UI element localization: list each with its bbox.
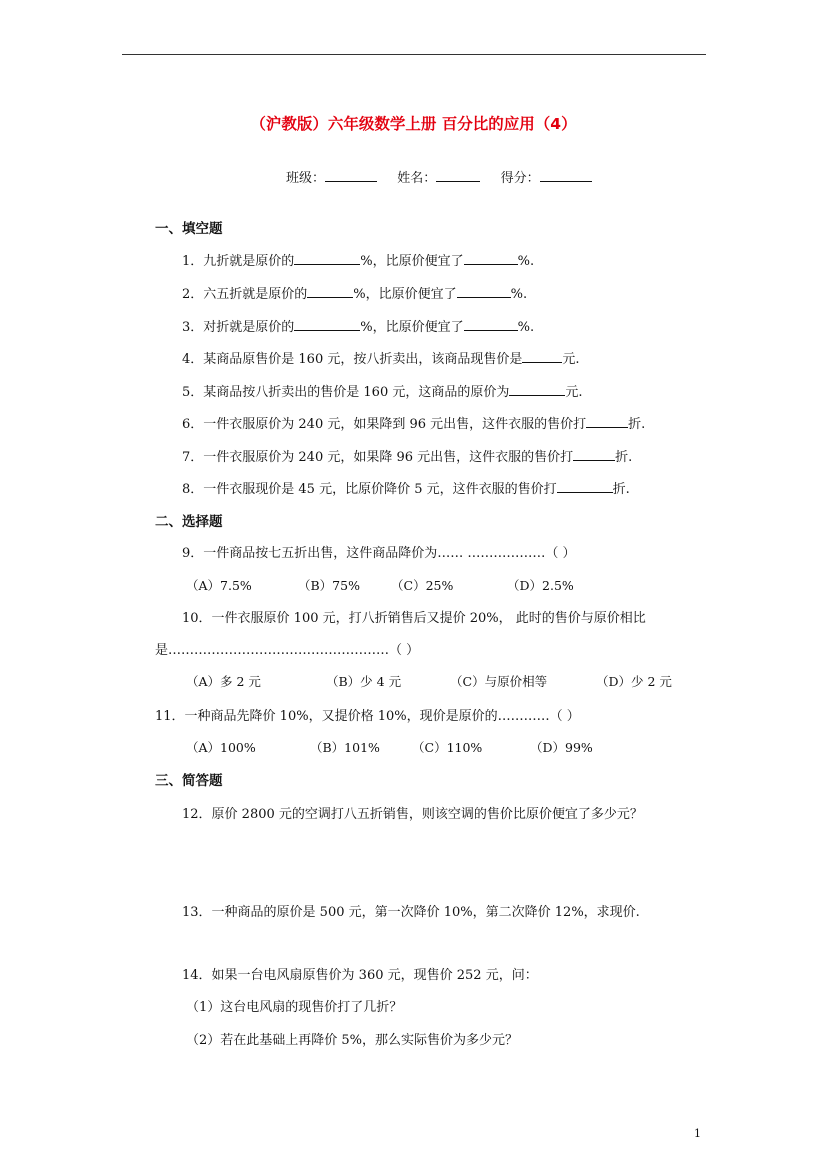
- question-14-part2: （2）若在此基础上再降价 5%，那么实际售价为多少元？: [186, 1033, 519, 1048]
- class-label: 班级：: [286, 171, 326, 186]
- question-1: 1．九折就是原价的 %，比原价便宜了 %.: [182, 250, 534, 269]
- question-5: 5．某商品按八折卖出的售价是 160 元，这商品的原价为 元.: [182, 381, 583, 400]
- q9-option-d[interactable]: （D）2.5%: [507, 578, 574, 593]
- q9-option-c[interactable]: （C）25%: [391, 578, 454, 593]
- question-13: 13．一种商品的原价是 500 元，第一次降价 10%，第二次降价 12%，求现价.: [182, 905, 640, 920]
- answer-blank[interactable]: [573, 447, 615, 461]
- section-choice-heading: 二、选择题: [155, 514, 223, 530]
- answer-blank[interactable]: [586, 414, 628, 428]
- answer-blank[interactable]: [522, 349, 562, 363]
- question-14-part1: （1）这台电风扇的现售价打了几折？: [186, 1000, 403, 1015]
- question-14: 14．如果一台电风扇原售价为 360 元，现售价 252 元，问：: [182, 968, 538, 983]
- question-6: 6．一件衣服原价为 240 元，如果降到 96 元出售，这件衣服的售价打 折.: [182, 413, 645, 432]
- q11-option-c[interactable]: （C）110%: [412, 740, 483, 755]
- name-label: 姓名：: [397, 171, 437, 186]
- q10-option-a[interactable]: （A）多 2 元: [186, 674, 261, 689]
- question-8: 8．一件衣服现价是 45 元，比原价降价 5 元，这件衣服的售价打 折.: [182, 478, 630, 497]
- student-info-row: [286, 167, 592, 186]
- page-title: （沪教版）六年级数学上册 百分比的应用（4）: [250, 115, 577, 133]
- header-rule: [122, 54, 706, 55]
- q11-option-a[interactable]: （A）100%: [186, 740, 256, 755]
- answer-blank[interactable]: [464, 251, 518, 265]
- answer-blank[interactable]: [294, 317, 360, 331]
- question-3: 3．对折就是原价的 %，比原价便宜了 %.: [182, 316, 534, 335]
- section-short-answer-heading: 三、简答题: [155, 773, 223, 789]
- answer-blank[interactable]: [457, 284, 511, 298]
- answer-blank[interactable]: [557, 479, 613, 493]
- q10-option-c[interactable]: （C）与原价相等: [450, 674, 548, 689]
- score-label: 得分：: [500, 171, 540, 186]
- answer-blank[interactable]: [509, 382, 565, 396]
- question-9: 9．一件商品按七五折出售，这件商品降价为…… ………………（ ）: [182, 546, 576, 561]
- q11-option-d[interactable]: （D）99%: [530, 740, 593, 755]
- class-blank[interactable]: [325, 168, 377, 182]
- question-12: 12．原价 2800 元的空调打八五折销售，则该空调的售价比原价便宜了多少元？: [182, 807, 643, 822]
- q9-option-b[interactable]: （B）75%: [298, 578, 360, 593]
- page-number: 1: [694, 1127, 701, 1140]
- answer-blank[interactable]: [307, 284, 353, 298]
- answer-blank[interactable]: [464, 317, 518, 331]
- answer-blank[interactable]: [294, 251, 360, 265]
- question-7: 7．一件衣服原价为 240 元，如果降 96 元出售，这件衣服的售价打 折.: [182, 446, 632, 465]
- q10-option-d[interactable]: （D）少 2 元: [596, 674, 672, 689]
- question-10-line2: 是……………………………………………（ ）: [155, 643, 420, 658]
- section-fill-in-heading: 一、填空题: [155, 221, 223, 237]
- q10-option-b[interactable]: （B）少 4 元: [326, 674, 402, 689]
- question-4: 4．某商品原售价是 160 元，按八折卖出，该商品现售价是 元.: [182, 348, 580, 367]
- score-blank[interactable]: [540, 168, 592, 182]
- question-11: 11．一种商品先降价 10%，又提价格 10%，现价是原价的…………（ ）: [155, 709, 580, 724]
- name-blank[interactable]: [436, 168, 480, 182]
- q9-option-a[interactable]: （A）7.5%: [186, 578, 252, 593]
- question-10-line1: 10．一件衣服原价 100 元，打八折销售后又提价 20%， 此时的售价与原价相比: [182, 611, 646, 626]
- q11-option-b[interactable]: （B）101%: [310, 740, 380, 755]
- question-2: 2．六五折就是原价的 %，比原价便宜了 %.: [182, 283, 527, 302]
